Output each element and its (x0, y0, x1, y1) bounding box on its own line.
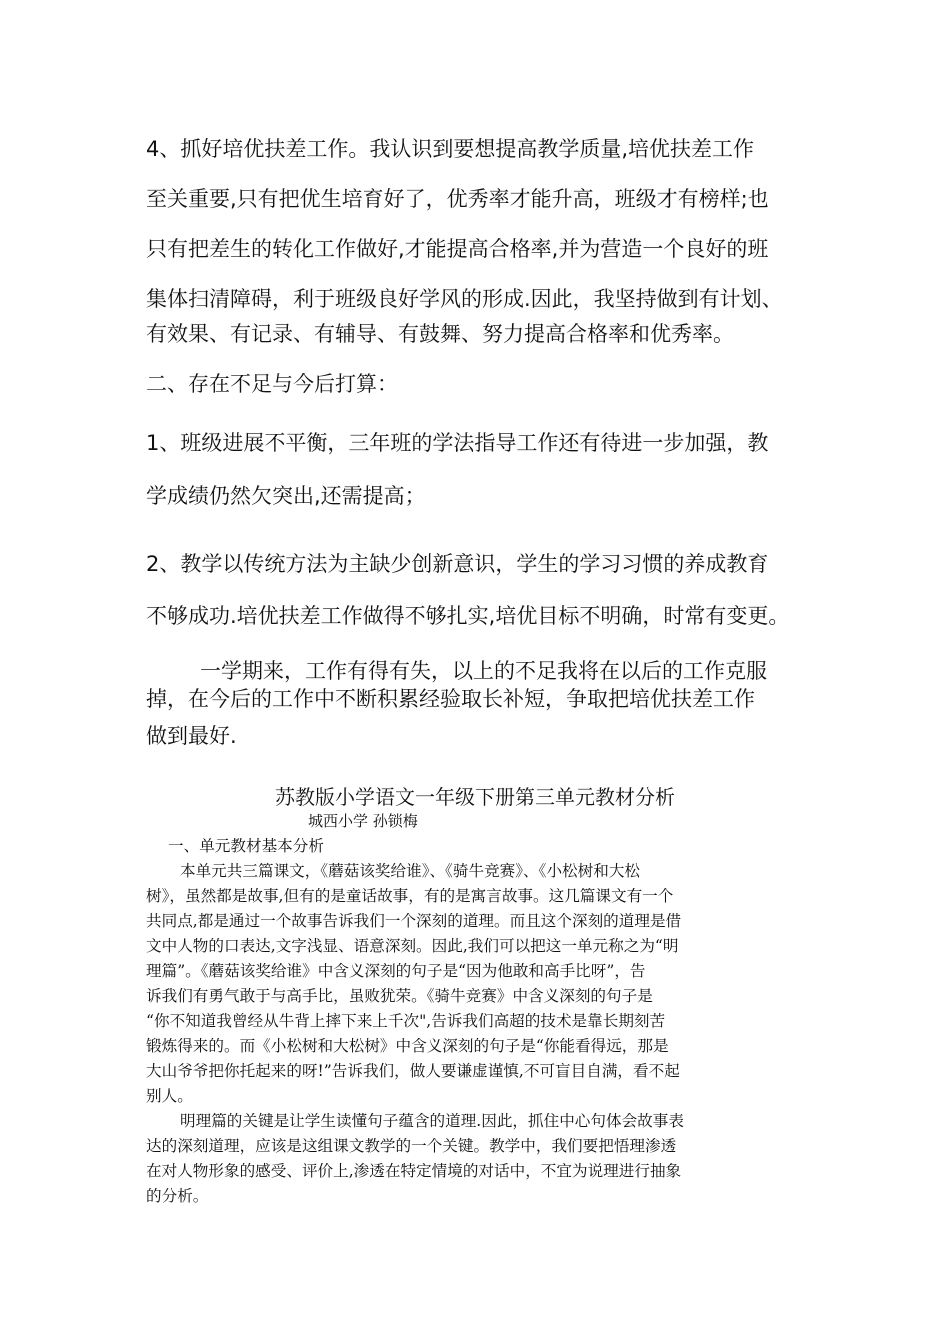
para1-line-6: 诉我们有勇气敢于与高手比，虽败犹荣。《骑牛竞赛》中含义深刻的句子是 (146, 987, 653, 1005)
article-title: 苏教版小学语文一年级下册第三单元教材分析 (275, 785, 675, 809)
item4-line-5: 有效果、有记录、有辅导、有鼓舞、努力提高合格率和优秀率。 (146, 322, 734, 346)
para2-line-3: 在对人物形象的感受、评价上,渗透在特定情境的对话中，不宜为说理进行抽象 (146, 1162, 682, 1180)
conclusion-line-1: 一学期来，工作有得有失，以上的不足我将在以后的工作克服 (200, 659, 767, 683)
item4-line-4: 集体扫清障碍，利于班级良好学风的形成.因此，我坚持做到有计划、 (146, 287, 783, 311)
item4-line-2: 至关重要,只有把优生培育好了，优秀率才能升高，班级才有榜样;也 (146, 187, 769, 211)
para2-line-2: 达的深刻道理，应该是这组课文教学的一个关键。教学中，我们要把悟理渗透 (146, 1137, 677, 1155)
para1-line-9: 大山爷爷把你托起来的呀!”告诉我们，做人要谦虚谨慎,不可盲目自满，看不起 (146, 1062, 680, 1080)
point1-line-2: 学成绩仍然欠突出,还需提高； (146, 484, 426, 508)
point2-line-1: 2、教学以传统方法为主缺少创新意识，学生的学习习惯的养成教育 (146, 552, 769, 576)
para1-line-1: 本单元共三篇课文，《蘑菇该奖给谁》、《骑牛竞赛》、《小松树和大松 (180, 862, 641, 880)
conclusion-line-3: 做到最好. (146, 724, 237, 748)
section2-heading: 二、存在不足与今后打算： (146, 372, 398, 396)
para1-line-10: 别人。 (146, 1087, 193, 1105)
conclusion-line-2: 掉，在今后的工作中不断积累经验取长补短，争取把培优扶差工作 (146, 687, 755, 711)
para1-line-2: 树》，虽然都是故事,但有的是童话故事，有的是寓言故事。这几篇课文有一个 (146, 887, 674, 905)
para2-line-1: 明理篇的关键是让学生读懂句子蕴含的道理.因此，抓住中心句体会故事表 (180, 1112, 684, 1130)
item4-line-1: 4、抓好培优扶差工作。我认识到要想提高教学质量,培优扶差工作 (146, 137, 755, 161)
item4-line-3: 只有把差生的转化工作做好,才能提高合格率,并为营造一个良好的班 (146, 237, 769, 261)
point1-line-1: 1、班级进展不平衡，三年班的学法指导工作还有待进一步加强，教 (146, 431, 769, 455)
para1-line-5: 理篇”。《蘑菇该奖给谁》中含义深刻的句子是“因为他敢和高手比呀”，告 (146, 962, 646, 980)
para1-line-3: 共同点,都是通过一个故事告诉我们一个深刻的道理。而且这个深刻的道理是借 (146, 912, 682, 930)
article-author: 城西小学 孙锁梅 (308, 812, 418, 830)
para1-line-4: 文中人物的口表达,文字浅显、语意深刻。因此,我们可以把这一单元称之为“明 (146, 937, 679, 955)
point2-line-2: 不够成功.培优扶差工作做得不够扎实,培优目标不明确，时常有变更。 (146, 604, 790, 628)
para1-line-7: “你不知道我曾经从牛背上摔下来上千次",告诉我们高超的技术是靠长期刻苦 (146, 1012, 666, 1030)
section-heading-1: 一、单元教材基本分析 (168, 837, 324, 855)
para1-line-8: 锻炼得来的。而《小松树和大松树》中含义深刻的句子是“你能看得远，那是 (146, 1037, 669, 1055)
para2-line-4: 的分析。 (146, 1187, 209, 1205)
